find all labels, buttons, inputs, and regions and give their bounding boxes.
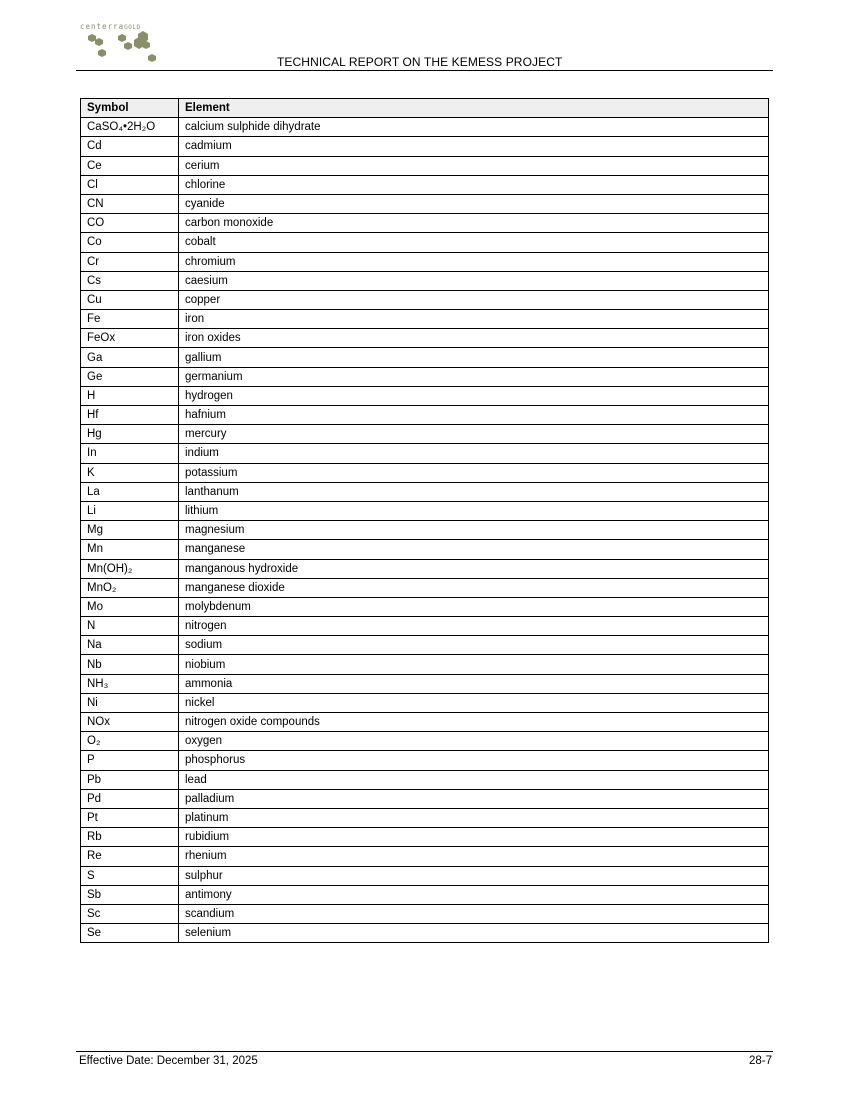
table-row (81, 367, 769, 386)
symbol-cell: Pd (81, 789, 179, 808)
table-row (81, 444, 769, 463)
symbols-table (80, 98, 769, 943)
symbol-cell: K (81, 463, 179, 482)
element-cell: nitrogen oxide compounds (179, 713, 769, 732)
element-cell: iron oxides (179, 329, 769, 348)
symbol-cell: Mn (81, 540, 179, 559)
table-row (81, 348, 769, 367)
table-row (81, 770, 769, 789)
element-cell: indium (179, 444, 769, 463)
element-cell: chromium (179, 252, 769, 271)
symbol-cell: O₂ (81, 732, 179, 751)
element-cell: mercury (179, 425, 769, 444)
symbol-cell: S (81, 866, 179, 885)
table-row (81, 924, 769, 943)
element-cell: selenium (179, 924, 769, 943)
symbol-cell: CO (81, 214, 179, 233)
table-row (81, 463, 769, 482)
symbol-cell: CaSO₄•2H₂O (81, 118, 179, 137)
symbol-cell: Mo (81, 597, 179, 616)
table-row (81, 425, 769, 444)
element-cell: rhenium (179, 847, 769, 866)
table-row (81, 674, 769, 693)
table-row (81, 521, 769, 540)
element-cell: sodium (179, 636, 769, 655)
table-row (81, 406, 769, 425)
table-row (81, 233, 769, 252)
symbol-cell: La (81, 482, 179, 501)
symbol-cell: Re (81, 847, 179, 866)
symbol-cell: Ga (81, 348, 179, 367)
symbol-cell: Rb (81, 828, 179, 847)
table-row (81, 655, 769, 674)
hexagon-cluster-icon (80, 30, 170, 70)
symbol-cell: Cl (81, 175, 179, 194)
symbol-cell: MnO₂ (81, 578, 179, 597)
element-cell: ammonia (179, 674, 769, 693)
element-cell: caesium (179, 271, 769, 290)
symbol-cell: In (81, 444, 179, 463)
table-row (81, 137, 769, 156)
element-cell: sulphur (179, 866, 769, 885)
symbol-cell: H (81, 386, 179, 405)
table-row (81, 194, 769, 213)
table-row (81, 482, 769, 501)
table-row (81, 329, 769, 348)
symbol-cell: Mn(OH)₂ (81, 559, 179, 578)
table-row (81, 885, 769, 904)
table-row (81, 617, 769, 636)
table-row (81, 847, 769, 866)
symbol-cell: Ni (81, 693, 179, 712)
table-row (81, 540, 769, 559)
column-header-element: Element (179, 99, 769, 118)
symbol-cell: Cr (81, 252, 179, 271)
symbol-cell: Sc (81, 904, 179, 923)
element-cell: rubidium (179, 828, 769, 847)
symbol-cell: Hf (81, 406, 179, 425)
symbol-cell: Cd (81, 137, 179, 156)
symbol-cell: CN (81, 194, 179, 213)
table-row (81, 789, 769, 808)
table-row (81, 866, 769, 885)
element-cell: cadmium (179, 137, 769, 156)
symbol-cell: N (81, 617, 179, 636)
symbol-cell: FeOx (81, 329, 179, 348)
symbol-cell: Na (81, 636, 179, 655)
table-row (81, 732, 769, 751)
element-cell: manganese (179, 540, 769, 559)
element-cell: lithium (179, 501, 769, 520)
element-cell: lead (179, 770, 769, 789)
table-row (81, 636, 769, 655)
element-cell: chlorine (179, 175, 769, 194)
symbol-cell: Nb (81, 655, 179, 674)
symbol-cell: Pt (81, 808, 179, 827)
symbol-cell: Ge (81, 367, 179, 386)
element-cell: gallium (179, 348, 769, 367)
table-row (81, 904, 769, 923)
element-cell: calcium sulphide dihydrate (179, 118, 769, 137)
table-row (81, 290, 769, 309)
element-cell: phosphorus (179, 751, 769, 770)
table-row (81, 693, 769, 712)
symbol-cell: Cu (81, 290, 179, 309)
table-row (81, 156, 769, 175)
element-cell: magnesium (179, 521, 769, 540)
table-row (81, 386, 769, 405)
symbol-cell: Ce (81, 156, 179, 175)
table-row (81, 501, 769, 520)
symbol-cell: Li (81, 501, 179, 520)
table-header-row (81, 99, 769, 118)
element-cell: molybdenum (179, 597, 769, 616)
symbol-cell: Mg (81, 521, 179, 540)
column-header-symbol: Symbol (81, 99, 179, 118)
effective-date: Effective Date: December 31, 2025 (79, 1055, 258, 1067)
table-row (81, 713, 769, 732)
page-number: 28-7 (748, 1055, 772, 1067)
element-cell: iron (179, 310, 769, 329)
table-row (81, 175, 769, 194)
report-title: TECHNICAL REPORT ON THE KEMESS PROJECT (277, 55, 563, 69)
element-cell: manganese dioxide (179, 578, 769, 597)
element-cell: copper (179, 290, 769, 309)
element-cell: nickel (179, 693, 769, 712)
table-row (81, 271, 769, 290)
table-row (81, 597, 769, 616)
company-logo (80, 22, 170, 70)
symbol-cell: Sb (81, 885, 179, 904)
element-cell: antimony (179, 885, 769, 904)
table-row (81, 310, 769, 329)
element-cell: germanium (179, 367, 769, 386)
element-cell: manganous hydroxide (179, 559, 769, 578)
table-row (81, 559, 769, 578)
element-cell: niobium (179, 655, 769, 674)
element-cell: oxygen (179, 732, 769, 751)
symbol-cell: NH₃ (81, 674, 179, 693)
symbol-cell: Co (81, 233, 179, 252)
element-cell: potassium (179, 463, 769, 482)
element-cell: scandium (179, 904, 769, 923)
table-row (81, 808, 769, 827)
symbol-cell: Pb (81, 770, 179, 789)
element-cell: cyanide (179, 194, 769, 213)
element-cell: hafnium (179, 406, 769, 425)
symbol-cell: Fe (81, 310, 179, 329)
element-cell: hydrogen (179, 386, 769, 405)
symbol-cell: Se (81, 924, 179, 943)
element-cell: platinum (179, 808, 769, 827)
footer-divider (76, 1051, 773, 1052)
table-row (81, 118, 769, 137)
element-cell: nitrogen (179, 617, 769, 636)
element-cell: palladium (179, 789, 769, 808)
element-cell: cobalt (179, 233, 769, 252)
logo-wordmark: centerraGOLD (80, 22, 141, 31)
element-cell: cerium (179, 156, 769, 175)
element-cell: carbon monoxide (179, 214, 769, 233)
header-divider (76, 70, 773, 71)
element-cell: lanthanum (179, 482, 769, 501)
table-row (81, 828, 769, 847)
table-row (81, 578, 769, 597)
symbol-cell: Hg (81, 425, 179, 444)
symbol-cell: NOx (81, 713, 179, 732)
table-row (81, 751, 769, 770)
table-row (81, 214, 769, 233)
table-row (81, 252, 769, 271)
symbol-cell: P (81, 751, 179, 770)
symbol-cell: Cs (81, 271, 179, 290)
